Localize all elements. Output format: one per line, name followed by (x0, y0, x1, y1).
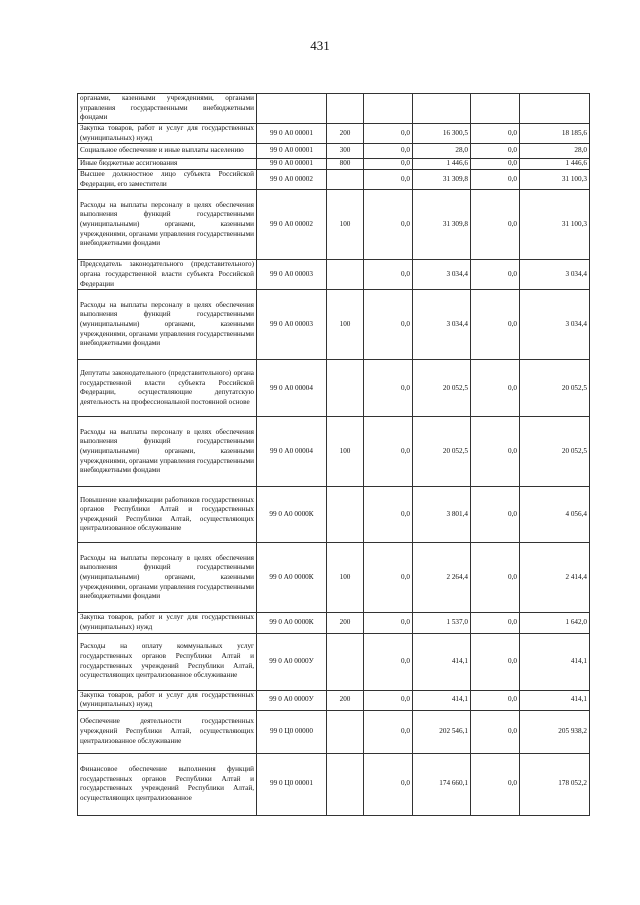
row-value-4: 31 100,3 (520, 190, 590, 260)
row-value-3: 0,0 (471, 613, 520, 633)
row-value-4: 414,1 (520, 690, 590, 710)
row-name: Расходы на выплаты персоналу в целях обеспечения выполнения функций государственными (муниципальными) органами, казенными учреждениями, органами управления государственными внебюджетными фондами (78, 417, 257, 487)
row-value-2: 3 034,4 (413, 260, 471, 290)
row-code: 99 0 А0 00002 (257, 170, 327, 190)
row-code: 99 0 А0 00001 (257, 144, 327, 159)
row-name: Высшее должностное лицо субъекта Российской Федерации, его заместители (78, 170, 257, 190)
row-expense-type (327, 170, 364, 190)
row-name: Повышение квалификации работников государственных органов Республики Алтай и государственных учреждений Республики Алтай, осуществляющих централизованное обслуживание (78, 487, 257, 543)
row-value-2: 174 660,1 (413, 753, 471, 815)
row-value-4 (520, 94, 590, 124)
row-code: 99 0 Ц0 00000 (257, 710, 327, 753)
row-value-3: 0,0 (471, 417, 520, 487)
table-row (78, 94, 590, 124)
row-name: Закупка товаров, работ и услуг для государственных (муниципальных) нужд (78, 124, 257, 144)
row-code: 99 0 Ц0 00001 (257, 753, 327, 815)
row-code: 99 0 А0 00004 (257, 417, 327, 487)
row-value-1: 0,0 (364, 159, 413, 170)
row-value-2: 1 446,6 (413, 159, 471, 170)
row-value-1: 0,0 (364, 613, 413, 633)
row-expense-type (327, 753, 364, 815)
table-row (78, 260, 590, 290)
row-expense-type: 100 (327, 543, 364, 613)
row-value-4: 4 056,4 (520, 487, 590, 543)
table-row (78, 543, 590, 613)
row-value-3: 0,0 (471, 170, 520, 190)
row-value-3: 0,0 (471, 260, 520, 290)
row-value-1: 0,0 (364, 753, 413, 815)
row-value-1: 0,0 (364, 633, 413, 690)
budget-table-body (78, 94, 590, 816)
table-row (78, 170, 590, 190)
row-expense-type: 100 (327, 290, 364, 360)
row-value-3: 0,0 (471, 290, 520, 360)
row-value-2: 3 034,4 (413, 290, 471, 360)
row-value-4: 1 642,0 (520, 613, 590, 633)
row-expense-type: 100 (327, 417, 364, 487)
row-name: Социальное обеспечение и иные выплаты населению (78, 144, 257, 159)
row-value-1: 0,0 (364, 417, 413, 487)
row-value-4: 414,1 (520, 633, 590, 690)
row-value-1: 0,0 (364, 543, 413, 613)
row-name: Депутаты законодательного (представительного) органа государственной власти субъекта Российской Федерации, осуществляющие депутатскую деятельность на профессиональной постоянной основе (78, 360, 257, 417)
row-code: 99 0 А0 0000К (257, 487, 327, 543)
row-value-4: 2 414,4 (520, 543, 590, 613)
row-value-4: 20 052,5 (520, 417, 590, 487)
row-name: Обеспечение деятельности государственных учреждений Республики Алтай, осуществляющих централизованное обслуживание (78, 710, 257, 753)
row-value-4: 205 938,2 (520, 710, 590, 753)
row-value-3: 0,0 (471, 124, 520, 144)
row-expense-type: 100 (327, 190, 364, 260)
row-value-2 (413, 94, 471, 124)
row-code: 99 0 А0 00001 (257, 124, 327, 144)
row-expense-type (327, 710, 364, 753)
row-value-3: 0,0 (471, 710, 520, 753)
row-code: 99 0 А0 00004 (257, 360, 327, 417)
row-value-1: 0,0 (364, 144, 413, 159)
row-expense-type: 200 (327, 690, 364, 710)
row-value-2: 16 300,5 (413, 124, 471, 144)
table-row (78, 613, 590, 633)
budget-table (77, 93, 590, 816)
row-value-4: 1 446,6 (520, 159, 590, 170)
row-value-2: 2 264,4 (413, 543, 471, 613)
table-row (78, 360, 590, 417)
row-expense-type (327, 260, 364, 290)
row-value-4: 28,0 (520, 144, 590, 159)
row-value-1: 0,0 (364, 487, 413, 543)
row-value-1: 0,0 (364, 690, 413, 710)
row-value-3: 0,0 (471, 360, 520, 417)
row-value-4: 18 185,6 (520, 124, 590, 144)
row-value-4: 178 052,2 (520, 753, 590, 815)
row-value-4: 3 034,4 (520, 260, 590, 290)
row-value-3: 0,0 (471, 190, 520, 260)
table-row (78, 690, 590, 710)
row-code: 99 0 А0 0000У (257, 633, 327, 690)
row-name: Расходы на выплаты персоналу в целях обеспечения выполнения функций государственными (муниципальными) органами, казенными учреждениями, органами управления государственными внебюджетными фондами (78, 543, 257, 613)
row-value-1: 0,0 (364, 360, 413, 417)
row-value-4: 3 034,4 (520, 290, 590, 360)
row-code: 99 0 А0 00003 (257, 260, 327, 290)
row-value-2: 20 052,5 (413, 360, 471, 417)
row-value-4: 31 100,3 (520, 170, 590, 190)
table-row (78, 633, 590, 690)
row-value-3: 0,0 (471, 633, 520, 690)
row-value-2: 31 309,8 (413, 170, 471, 190)
row-value-2: 414,1 (413, 633, 471, 690)
row-code: 99 0 А0 00003 (257, 290, 327, 360)
row-value-2: 28,0 (413, 144, 471, 159)
row-value-2: 202 546,1 (413, 710, 471, 753)
row-value-1: 0,0 (364, 124, 413, 144)
row-name: Иные бюджетные ассигнования (78, 159, 257, 170)
row-name: Расходы на выплаты персоналу в целях обеспечения выполнения функций государственными (муниципальными) органами, казенными учреждениями, органами управления государственными внебюджетными фондами (78, 190, 257, 260)
row-value-2: 414,1 (413, 690, 471, 710)
row-code: 99 0 А0 00001 (257, 159, 327, 170)
row-value-1: 0,0 (364, 170, 413, 190)
row-expense-type: 200 (327, 613, 364, 633)
table-row (78, 190, 590, 260)
row-name: органами, казенными учреждениями, органами управления государственными внебюджетными фондами (78, 94, 257, 124)
table-row (78, 753, 590, 815)
row-expense-type: 300 (327, 144, 364, 159)
row-code: 99 0 А0 0000У (257, 690, 327, 710)
row-value-3: 0,0 (471, 543, 520, 613)
table-row (78, 487, 590, 543)
row-value-3: 0,0 (471, 690, 520, 710)
page-number: 431 (310, 38, 330, 53)
row-value-3: 0,0 (471, 753, 520, 815)
row-expense-type (327, 487, 364, 543)
row-value-3 (471, 94, 520, 124)
row-expense-type: 200 (327, 124, 364, 144)
row-value-2: 1 537,0 (413, 613, 471, 633)
table-row (78, 144, 590, 159)
row-expense-type (327, 633, 364, 690)
row-name: Закупка товаров, работ и услуг для государственных (муниципальных) нужд (78, 613, 257, 633)
table-row (78, 159, 590, 170)
table-row (78, 417, 590, 487)
row-name: Расходы на оплату коммунальных услуг государственных органов Республики Алтай и государственных учреждений Республики Алтай, осуществляющих централизованное обслуживание (78, 633, 257, 690)
row-expense-type (327, 94, 364, 124)
row-name: Закупка товаров, работ и услуг для государственных (муниципальных) нужд (78, 690, 257, 710)
row-name: Председатель законодательного (представительного) органа государственной власти субъекта Российской Федерации (78, 260, 257, 290)
row-value-4: 20 052,5 (520, 360, 590, 417)
row-value-1: 0,0 (364, 290, 413, 360)
row-expense-type: 800 (327, 159, 364, 170)
row-value-2: 31 309,8 (413, 190, 471, 260)
table-row (78, 124, 590, 144)
row-name: Расходы на выплаты персоналу в целях обеспечения выполнения функций государственными (муниципальными) органами, казенными учреждениями, органами управления государственными внебюджетными фондами (78, 290, 257, 360)
table-row (78, 710, 590, 753)
row-value-1 (364, 94, 413, 124)
row-value-1: 0,0 (364, 710, 413, 753)
row-value-3: 0,0 (471, 487, 520, 543)
row-expense-type (327, 360, 364, 417)
table-row (78, 290, 590, 360)
row-value-1: 0,0 (364, 260, 413, 290)
row-value-2: 3 801,4 (413, 487, 471, 543)
row-value-1: 0,0 (364, 190, 413, 260)
row-code (257, 94, 327, 124)
row-value-3: 0,0 (471, 144, 520, 159)
row-value-3: 0,0 (471, 159, 520, 170)
row-code: 99 0 А0 0000К (257, 543, 327, 613)
row-value-2: 20 052,5 (413, 417, 471, 487)
row-code: 99 0 А0 0000К (257, 613, 327, 633)
row-code: 99 0 А0 00002 (257, 190, 327, 260)
row-name: Финансовое обеспечение выполнения функций государственных органов Республики Алтай и государственных учреждений Республики Алтай, осуществляющих централизованное (78, 753, 257, 815)
